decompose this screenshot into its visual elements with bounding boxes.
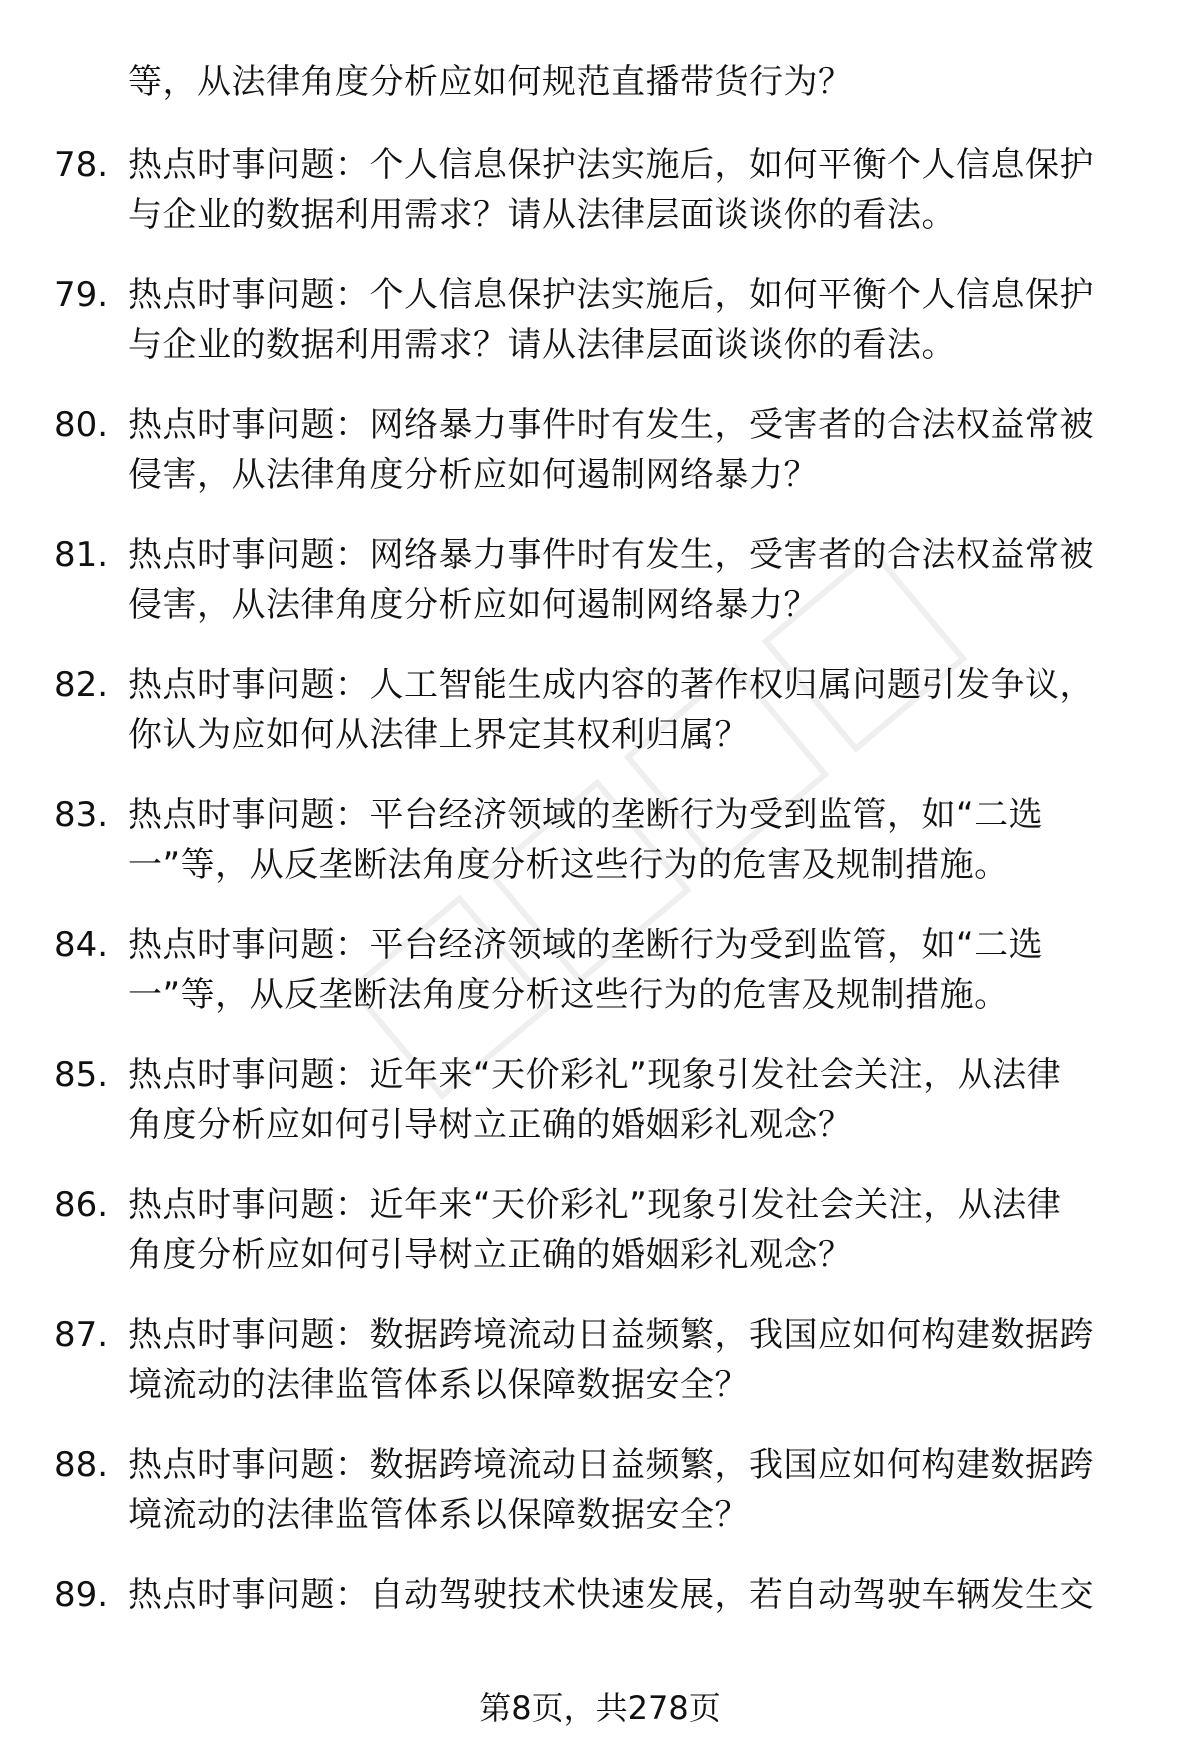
question-number: 86.	[54, 1185, 109, 1225]
question-text	[128, 920, 1153, 1020]
question-list	[0, 140, 1200, 1700]
question-text	[128, 1050, 1153, 1150]
question-line: 侵害，从法律角度分析应如何遏制网络暴力？	[128, 585, 818, 625]
question-line: 你认为应如何从法律上界定其权利归属？	[128, 715, 749, 755]
question-line: 角度分析应如何引导树立正确的婚姻彩礼观念？	[128, 1105, 853, 1145]
question-item	[0, 140, 1200, 270]
question-item	[0, 660, 1200, 790]
question-item	[0, 530, 1200, 660]
question-line: 热点时事问题：人工智能生成内容的著作权归属问题引发争议，	[128, 665, 1094, 705]
question-item	[0, 1050, 1200, 1180]
question-line: 角度分析应如何引导树立正确的婚姻彩礼观念？	[128, 1235, 853, 1275]
question-item	[0, 1180, 1200, 1310]
question-line: 侵害，从法律角度分析应如何遏制网络暴力？	[128, 455, 818, 495]
question-number: 82.	[54, 665, 109, 705]
question-item	[0, 790, 1200, 920]
question-number: 79.	[54, 275, 109, 315]
question-line: 热点时事问题：平台经济领域的垄断行为受到监管，如“二选	[128, 795, 1044, 835]
question-line: 与企业的数据利用需求？请从法律层面谈谈你的看法。	[128, 325, 956, 365]
question-line: 热点时事问题：个人信息保护法实施后，如何平衡个人信息保护	[128, 145, 1094, 185]
question-item	[0, 400, 1200, 530]
question-line: 境流动的法律监管体系以保障数据安全？	[128, 1495, 749, 1535]
question-text	[128, 1310, 1153, 1410]
question-line: 境流动的法律监管体系以保障数据安全？	[128, 1365, 749, 1405]
continuation-text: 等，从法律角度分析应如何规范直播带货行为？	[128, 62, 853, 102]
question-text	[128, 530, 1153, 630]
question-line: 热点时事问题：数据跨境流动日益频繁，我国应如何构建数据跨	[128, 1445, 1094, 1485]
question-line: 热点时事问题：个人信息保护法实施后，如何平衡个人信息保护	[128, 275, 1094, 315]
question-line: 热点时事问题：近年来“天价彩礼”现象引发社会关注，从法律	[128, 1055, 1062, 1095]
question-line: 一”等，从反垄断法角度分析这些行为的危害及规制措施。	[128, 975, 1009, 1015]
question-item	[0, 920, 1200, 1050]
question-line: 热点时事问题：数据跨境流动日益频繁，我国应如何构建数据跨	[128, 1315, 1094, 1355]
question-number: 89.	[54, 1575, 109, 1615]
question-item	[0, 1310, 1200, 1440]
question-line: 热点时事问题：近年来“天价彩礼”现象引发社会关注，从法律	[128, 1185, 1062, 1225]
question-text	[128, 790, 1153, 890]
question-number: 88.	[54, 1445, 109, 1485]
question-number: 83.	[54, 795, 109, 835]
question-text	[128, 1180, 1153, 1280]
question-line: 热点时事问题：网络暴力事件时有发生，受害者的合法权益常被	[128, 405, 1094, 445]
question-item	[0, 270, 1200, 400]
question-line: 与企业的数据利用需求？请从法律层面谈谈你的看法。	[128, 195, 956, 235]
question-number: 78.	[54, 145, 109, 185]
question-line: 热点时事问题：网络暴力事件时有发生，受害者的合法权益常被	[128, 535, 1094, 575]
question-number: 87.	[54, 1315, 109, 1355]
question-text	[128, 1440, 1153, 1540]
question-text	[128, 400, 1153, 500]
question-line: 热点时事问题：自动驾驶技术快速发展，若自动驾驶车辆发生交	[128, 1575, 1094, 1615]
question-text	[128, 140, 1153, 240]
question-number: 80.	[54, 405, 109, 445]
question-item	[0, 1440, 1200, 1570]
question-number: 85.	[54, 1055, 109, 1095]
question-item	[0, 1570, 1200, 1700]
question-line: 一”等，从反垄断法角度分析这些行为的危害及规制措施。	[128, 845, 1009, 885]
question-number: 81.	[54, 535, 109, 575]
question-text	[128, 660, 1153, 760]
question-text	[128, 1570, 1153, 1620]
question-text	[128, 270, 1153, 370]
question-number: 84.	[54, 925, 109, 965]
page-footer: 第8页，共278页	[479, 1689, 721, 1727]
question-line: 热点时事问题：平台经济领域的垄断行为受到监管，如“二选	[128, 925, 1044, 965]
